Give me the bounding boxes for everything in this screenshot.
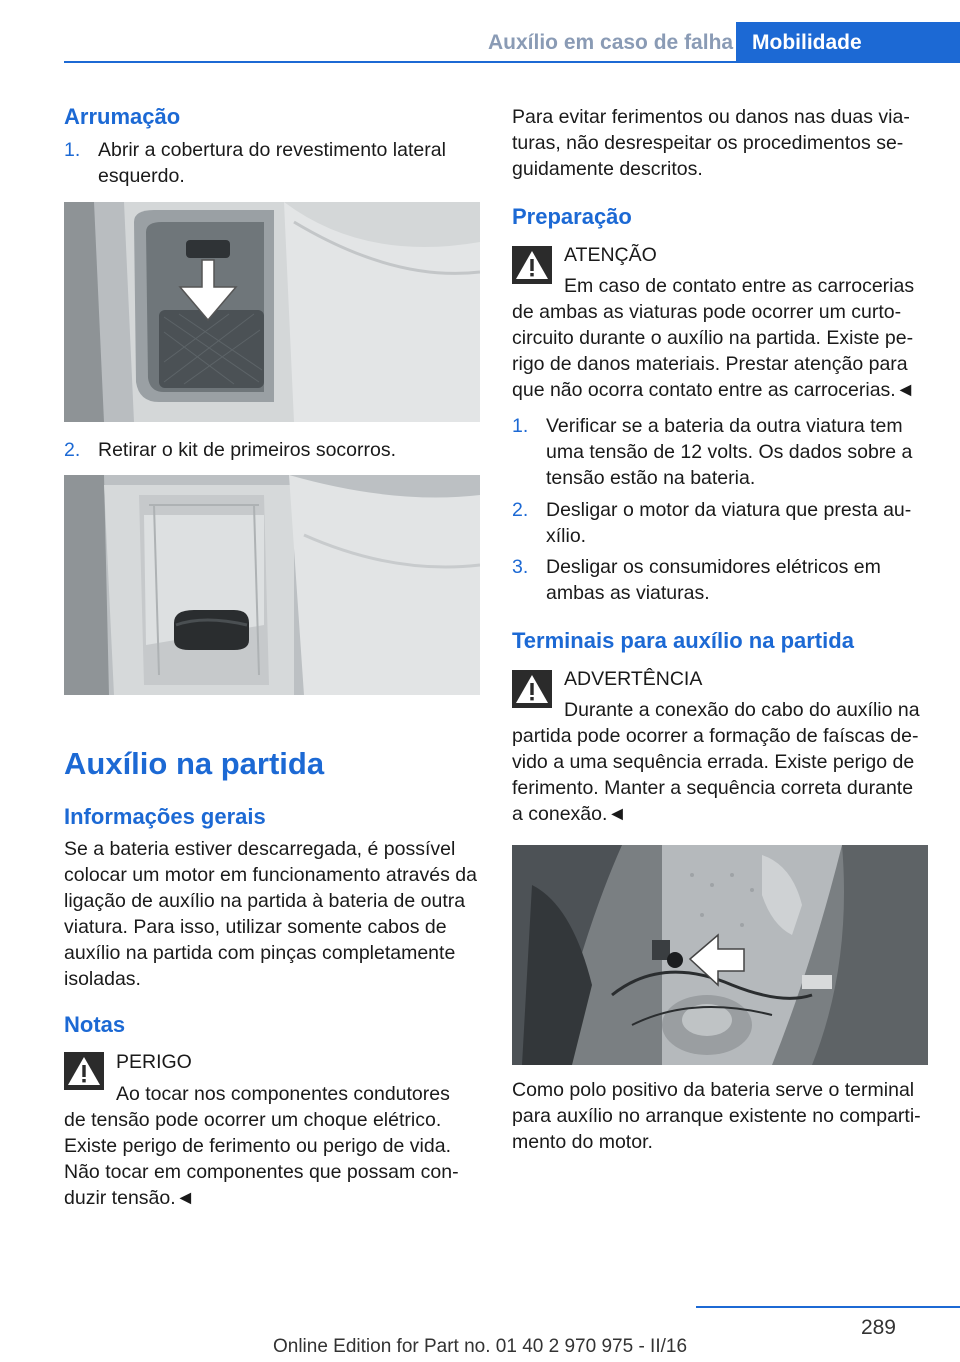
terminal-caption: Como polo positivo da bateria serve o terminal para auxílio no arranque existente no compartimento do motor. [512,1079,921,1153]
step-text: Verificar se a bateria da outra viatura tem uma tensão de 12 volts. Os dados sobre a tensão estão na bateria. [546,415,913,489]
step-number: 3. [512,556,529,578]
attention-first-line: Em caso de contato entre as carrocerias [564,275,915,297]
danger-first-line: Ao tocar nos componentes condutores [116,1083,450,1105]
danger-warning-icon [64,1052,104,1090]
attention-label: ATENÇÃO [564,244,657,266]
danger-text: de tensão pode ocorrer um choque elétrico. Existe perigo de ferimento ou perigo de vida. Não tocar em componentes que possam conduzir tensão.◄ [64,1109,459,1209]
step-text: Retirar o kit de primeiros socorros. [98,439,397,461]
header-rule [64,61,960,63]
preparation-heading: Preparação [512,204,632,229]
first-aid-kit-illustration [64,475,480,695]
step-text: Abrir a cobertura do revestimento lateral esquerdo. [98,139,446,187]
advertencia-label: ADVERTÊNCIA [564,668,703,690]
footer-rule [696,1306,960,1308]
terminals-heading: Terminais para auxílio na partida [512,628,854,653]
side-panel-cover-illustration [64,202,480,422]
jump-start-heading: Auxílio na partida [64,746,325,781]
attention-warning-icon [512,246,552,284]
step-number: 2. [512,499,529,521]
engine-terminal-photo [512,845,928,1065]
engine-terminal-illustration [512,845,928,1065]
header-section-title: Auxílio em caso de falha [488,31,734,54]
intro-text: Para evitar ferimentos ou danos nas duas viaturas, não desrespeitar os procedimentos seguidamente descritos. [512,106,910,180]
side-panel-cover-photo [64,202,480,422]
step-number: 2. [64,439,81,461]
header-chapter-tab: Mobilidade [736,22,960,62]
general-info-text: Se a bateria estiver descarregada, é possível colocar um motor em funcionamento através da ligação de auxílio na partida à bateria de outra viatura. Para isso, utilizar somente cabos de auxílio na partida com pinças completamente isoladas. [64,838,477,990]
danger-label: PERIGO [116,1051,192,1073]
edition-footer: Online Edition for Part no. 01 40 2 970 975 - II/16 [272,1336,688,1357]
step-number: 1. [64,139,81,161]
first-aid-kit-photo [64,475,480,695]
attention-text: de ambas as viaturas pode ocorrer um curto-circuito durante o auxílio na partida. Existe perigo de danos materiais. Prestar atenção para que não ocorra contato entre as carrocerias.◄ [512,301,916,401]
step-text: Desligar o motor da viatura que presta auxílio. [546,499,912,547]
advertencia-warning-icon [512,670,552,708]
storage-heading: Arrumação [64,104,181,129]
advertencia-first-line: Durante a conexão do cabo do auxílio na [564,699,920,721]
notes-heading: Notas [64,1012,126,1037]
step-text: Desligar os consumidores elétricos em ambas as viaturas. [546,556,881,604]
step-number: 1. [512,415,529,437]
page-number: 289 [860,1316,896,1339]
advertencia-text: partida pode ocorrer a formação de faíscas devido a uma sequência errada. Existe perigo de ferimento. Manter a sequência correta durante a conexão.◄ [512,725,919,825]
general-info-heading: Informações gerais [64,804,266,829]
